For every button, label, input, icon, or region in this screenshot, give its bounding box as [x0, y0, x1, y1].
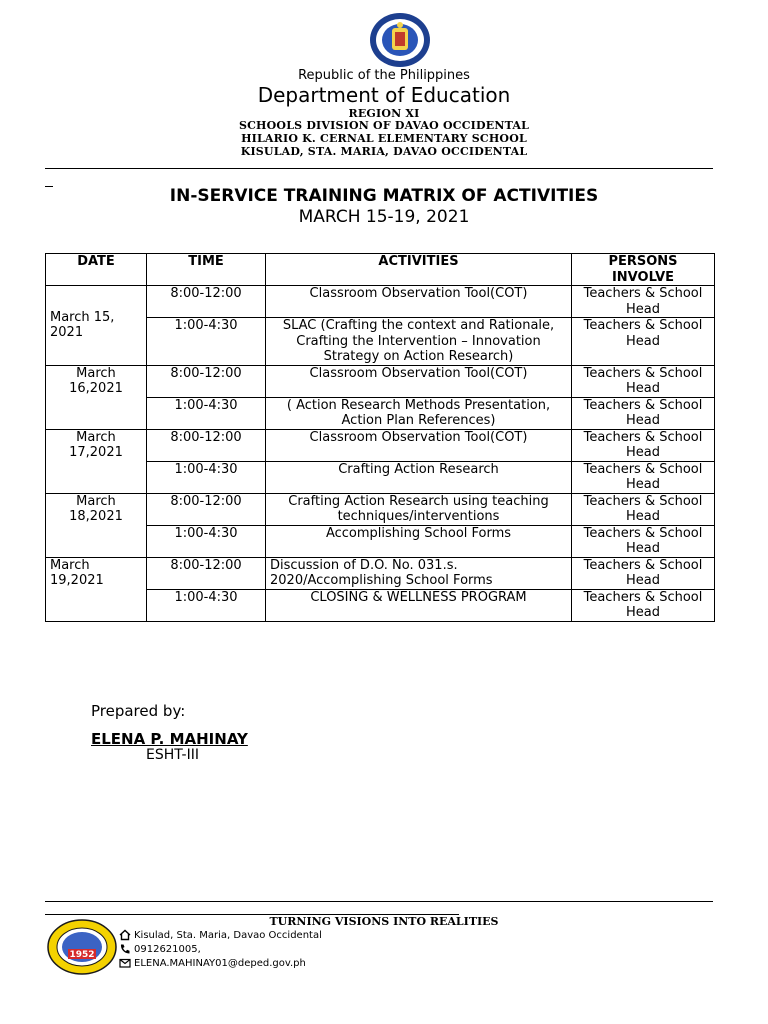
home-icon: [119, 929, 131, 941]
table-row: [46, 589, 715, 621]
footer-divider: [45, 901, 713, 902]
time-cell: 1:00-4:30: [147, 589, 266, 621]
time-cell: 1:00-4:30: [147, 318, 266, 366]
persons-cell: Teachers & School Head: [572, 557, 715, 589]
footer-email-line: [119, 957, 306, 969]
activity-cell: CLOSING & WELLNESS PROGRAM: [266, 589, 572, 621]
document-title: IN-SERVICE TRAINING MATRIX OF ACTIVITIES: [169, 186, 599, 206]
activity-cell: ( Action Research Methods Presentation, Action Plan References): [266, 397, 572, 429]
time-cell: 8:00-12:00: [147, 557, 266, 589]
activity-cell: Crafting Action Research using teaching techniques/interventions: [266, 493, 572, 525]
school-address: KISULAD, STA. MARIA, DAVAO OCCIDENTAL: [240, 145, 528, 158]
footer-address: Kisulad, Sta. Maria, Davao Occidental: [134, 929, 322, 941]
table-row: [46, 429, 715, 461]
table-row: [46, 397, 715, 429]
signer-name: ELENA P. MAHINAY: [91, 730, 248, 748]
activity-cell: Crafting Action Research: [266, 461, 572, 493]
region-label: REGION XI: [348, 107, 420, 120]
persons-cell: Teachers & School Head: [572, 365, 715, 397]
persons-cell: Teachers & School Head: [572, 397, 715, 429]
table-row: [46, 493, 715, 525]
school-name: HILARIO K. CERNAL ELEMENTARY SCHOOL: [241, 132, 527, 145]
department-title: Department of Education: [257, 83, 511, 107]
deped-seal-logo: [362, 12, 438, 68]
column-header-activities: ACTIVITIES: [266, 254, 572, 286]
activity-cell: Classroom Observation Tool(COT): [266, 365, 572, 397]
activity-cell: Accomplishing School Forms: [266, 525, 572, 557]
footer-phone: 0912621005,: [134, 943, 201, 955]
time-cell: 1:00-4:30: [147, 525, 266, 557]
footer-email: ELENA.MAHINAY01@deped.gov.ph: [134, 957, 306, 969]
time-cell: 1:00-4:30: [147, 397, 266, 429]
activity-cell: Classroom Observation Tool(COT): [266, 286, 572, 318]
school-seal-logo: [46, 919, 118, 975]
document-date-range: MARCH 15-19, 2021: [298, 207, 470, 227]
signer-position: ESHT-III: [146, 747, 199, 763]
activity-cell: SLAC (Crafting the context and Rationale, Crafting the Intervention – Innovation Strategy on Action Research): [266, 318, 572, 366]
time-cell: 8:00-12:00: [147, 493, 266, 525]
phone-icon: [119, 943, 131, 955]
activity-cell: Discussion of D.O. No. 031.s. 2020/Accomplishing School Forms: [266, 557, 572, 589]
persons-cell: Teachers & School Head: [572, 318, 715, 366]
prepared-by-label: Prepared by:: [91, 702, 186, 720]
time-cell: 1:00-4:30: [147, 461, 266, 493]
header-divider: [45, 168, 713, 169]
footer-phone-line: [119, 943, 201, 955]
time-cell: 8:00-12:00: [147, 365, 266, 397]
date-cell: March 17,2021: [46, 429, 147, 493]
table-row: [46, 461, 715, 493]
activities-matrix-table: [45, 253, 715, 622]
time-cell: 8:00-12:00: [147, 286, 266, 318]
date-cell: March 15, 2021: [46, 286, 147, 366]
table-header-row: [46, 254, 715, 286]
division-label: SCHOOLS DIVISION OF DAVAO OCCIDENTAL: [238, 119, 530, 132]
column-header-date: DATE: [46, 254, 147, 286]
column-header-persons: PERSONS INVOLVE: [572, 254, 715, 286]
table-row: [46, 286, 715, 318]
school-seal-year: 1952: [69, 950, 95, 960]
date-cell: March 16,2021: [46, 365, 147, 429]
date-cell: March 19,2021: [46, 557, 147, 621]
republic-label: Republic of the Philippines: [298, 68, 470, 83]
column-header-time: TIME: [147, 254, 266, 286]
persons-cell: Teachers & School Head: [572, 589, 715, 621]
persons-cell: Teachers & School Head: [572, 493, 715, 525]
table-row: [46, 365, 715, 397]
footer-tagline: TURNING VISIONS INTO REALITIES: [269, 915, 499, 928]
footer-address-line: [119, 929, 322, 941]
table-row: [46, 557, 715, 589]
table-row: [46, 525, 715, 557]
activity-cell: Classroom Observation Tool(COT): [266, 429, 572, 461]
persons-cell: Teachers & School Head: [572, 525, 715, 557]
persons-cell: Teachers & School Head: [572, 461, 715, 493]
table-row: [46, 318, 715, 366]
persons-cell: Teachers & School Head: [572, 286, 715, 318]
email-icon: [119, 957, 131, 969]
date-cell: March 18,2021: [46, 493, 147, 557]
time-cell: 8:00-12:00: [147, 429, 266, 461]
persons-cell: Teachers & School Head: [572, 429, 715, 461]
